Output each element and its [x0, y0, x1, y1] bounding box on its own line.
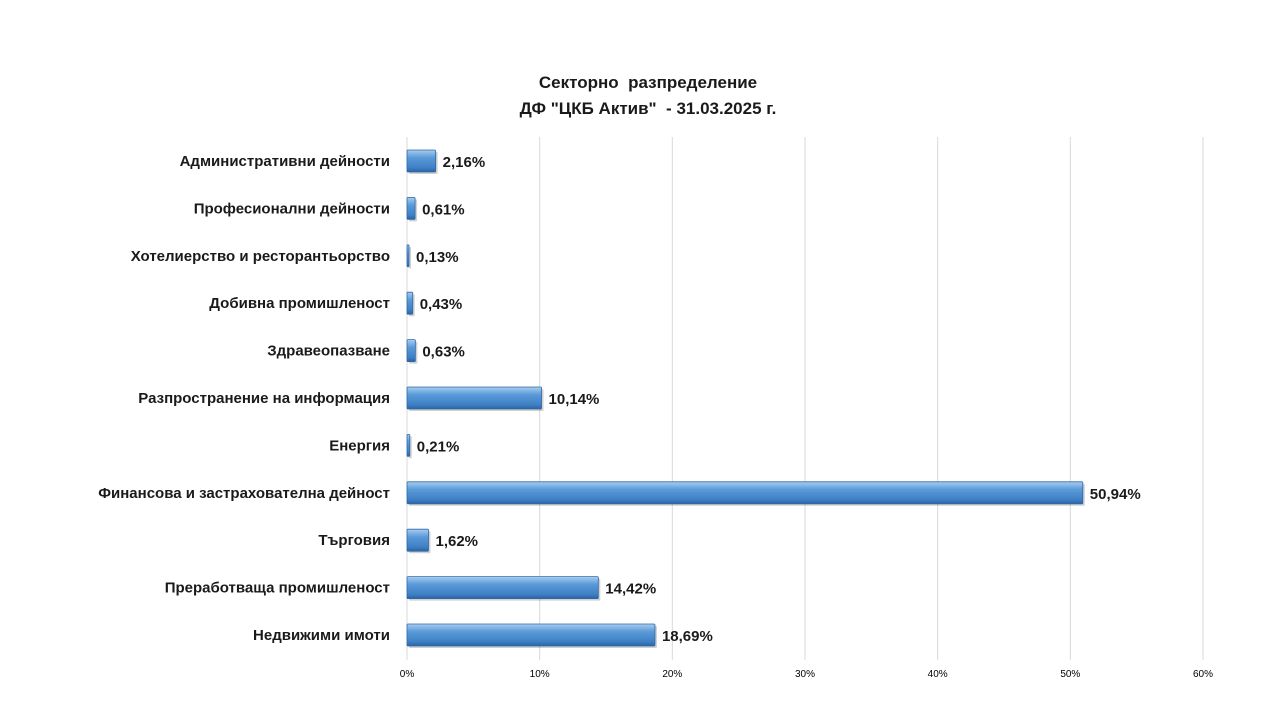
bar — [407, 197, 415, 219]
bars — [407, 150, 1085, 648]
bar — [407, 577, 598, 599]
bar — [407, 482, 1083, 504]
bar — [407, 245, 409, 267]
x-tick-label: 60% — [1192, 669, 1214, 680]
category-label: Административни дейности — [179, 153, 390, 170]
category-label: Добивна промишленост — [209, 295, 390, 313]
category-label: Здравеопазване — [267, 342, 390, 360]
value-label: 1,62% — [435, 533, 479, 551]
x-tick-label: 10% — [529, 669, 550, 680]
x-tick-label: 50% — [1060, 669, 1081, 680]
x-tick-label: 20% — [662, 669, 683, 680]
value-label: 10,14% — [548, 391, 600, 408]
category-label: Преработваща промишленост — [164, 579, 390, 597]
labels — [98, 153, 1213, 680]
value-label: 18,69% — [661, 628, 713, 645]
category-label: Търговия — [318, 532, 390, 550]
value-label: 2,16% — [442, 154, 486, 171]
category-label: Финансова и застрахователна дейност — [98, 484, 390, 502]
value-label: 0,43% — [419, 296, 463, 314]
value-label: 0,61% — [422, 201, 465, 219]
bar — [407, 529, 428, 551]
x-tick-label: 0% — [399, 669, 415, 680]
value-label: 50,94% — [1089, 485, 1141, 503]
chart-subtitle: ДФ "ЦКБ Актив" - 31.03.2025 г. — [519, 99, 777, 118]
bar — [407, 292, 413, 314]
category-label: Разпространение на информация — [138, 390, 390, 407]
category-label: Недвижими имоти — [253, 627, 390, 644]
x-tick-label: 40% — [927, 669, 948, 680]
x-tick-label: 30% — [794, 669, 816, 680]
category-label: Хотелиерство и ресторантьорство — [130, 247, 390, 265]
bar — [407, 150, 436, 172]
chart-title: Секторно разпределение — [538, 73, 758, 92]
bar — [407, 434, 410, 456]
value-label: 14,42% — [605, 580, 657, 598]
value-label: 0,63% — [422, 343, 465, 361]
category-label: Енергия — [329, 437, 390, 455]
value-label: 0,13% — [416, 248, 459, 266]
value-label: 0,21% — [416, 438, 460, 456]
bar — [407, 387, 542, 409]
category-label: Професионални дейности — [193, 200, 390, 218]
bar — [407, 340, 415, 362]
bar — [407, 624, 655, 646]
